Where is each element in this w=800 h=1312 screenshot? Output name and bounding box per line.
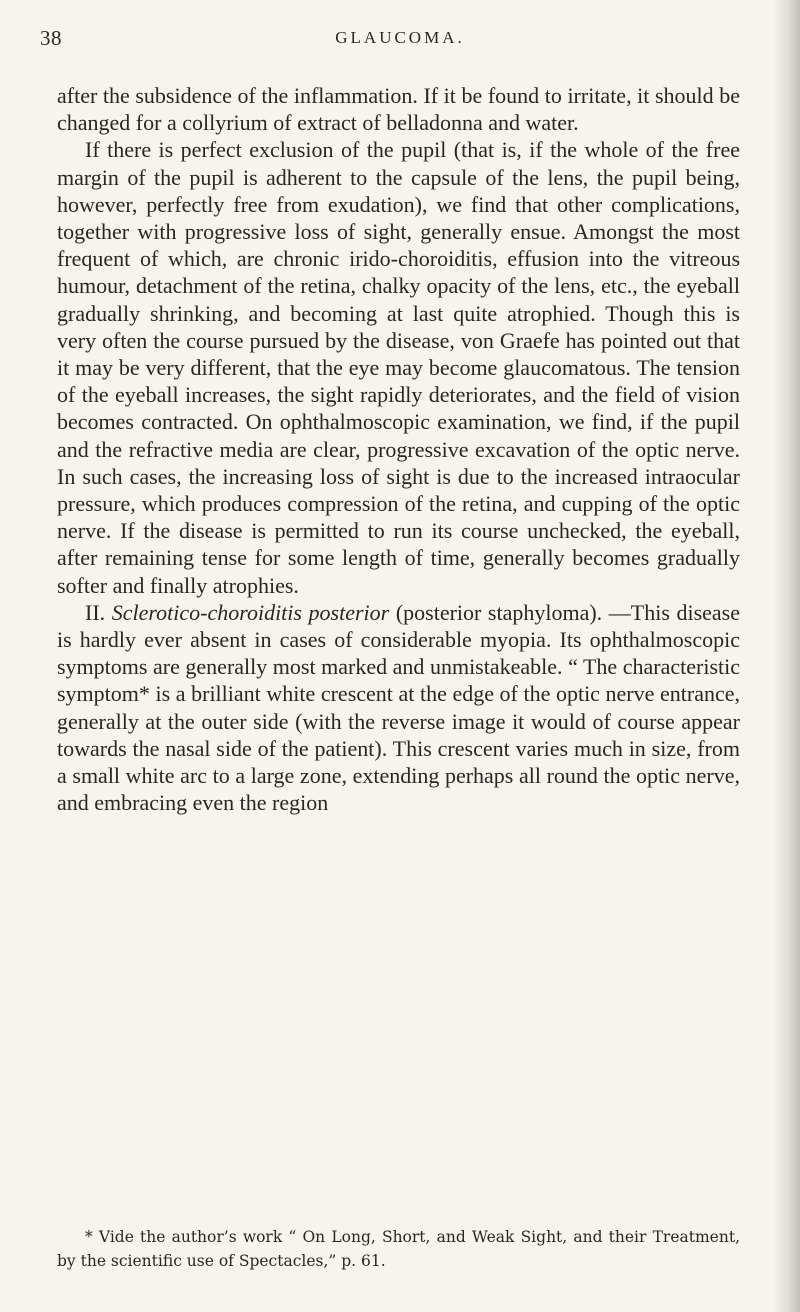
section-title: Sclerotico-choroiditis posterior	[111, 599, 390, 625]
paragraph-posterior-staphyloma	[57, 599, 740, 817]
page-number: 38	[40, 26, 62, 50]
paragraph-continuation: after the subsidence of the inflammation. If it be found to irritate, it should be changed for a collyrium of extract of belladonna and water.	[57, 83, 740, 136]
running-head: GLAUCOMA.	[335, 28, 465, 47]
paragraph-exclusion-of-pupil: If there is perfect exclusion of the pupil (that is, if the whole of the free margin of the pupil is adherent to the capsule of the lens, the pupil being, however, perfectly free from exudation), we find that other complications, together with progressive loss of sight, generally ensue. Amongst the most frequent of which, are chronic irido-choroiditis, effusion into the vitreous humour, detachment of the retina, chalky opacity of the lens, etc., the eyeball gradually shrinking, and becoming at last quite atrophied. Though this is very often the course pursued by the disease, von Graefe has pointed out that it may be very different, that the eye may become glaucomatous. The tension of the eyeball increases, the sight rapidly deteriorates, and the field of vision becomes contracted. On ophthalmoscopic examination, we find, if the pupil and the refractive media are clear, progressive excavation of the optic nerve. In such cases, the increasing loss of sight is due to the increased intraocular pressure, which produces compression of the retina, and cupping of the optic nerve. If the disease is permitted to run its course unchecked, the eyeball, after remaining tense for some length of time, generally becomes gradually softer and finally atrophies.	[57, 137, 740, 598]
page-header	[40, 26, 760, 56]
body-text	[57, 82, 740, 816]
footnote: * Vide the author’s work “ On Long, Short, and Weak Sight, and their Treatment, by the scientific use of Spectacles,” p. 61.	[57, 1228, 740, 1270]
section-number: II.	[85, 599, 106, 625]
section-text: (posterior staphyloma). —This disease is hardly ever absent in cases of considerable myopia. Its ophthalmoscopic symptoms are generally most marked and unmistakeable. “ The characteristic symptom* is a brilliant white crescent at the edge of the optic nerve entrance, generally at the outer side (with the reverse image it would of course appear towards the nasal side of the patient). This crescent varies much in size, from a small white arc to a large zone, extending perhaps all round the optic nerve, and embracing even the region	[57, 599, 740, 816]
page-edge-shadow	[772, 0, 800, 1312]
